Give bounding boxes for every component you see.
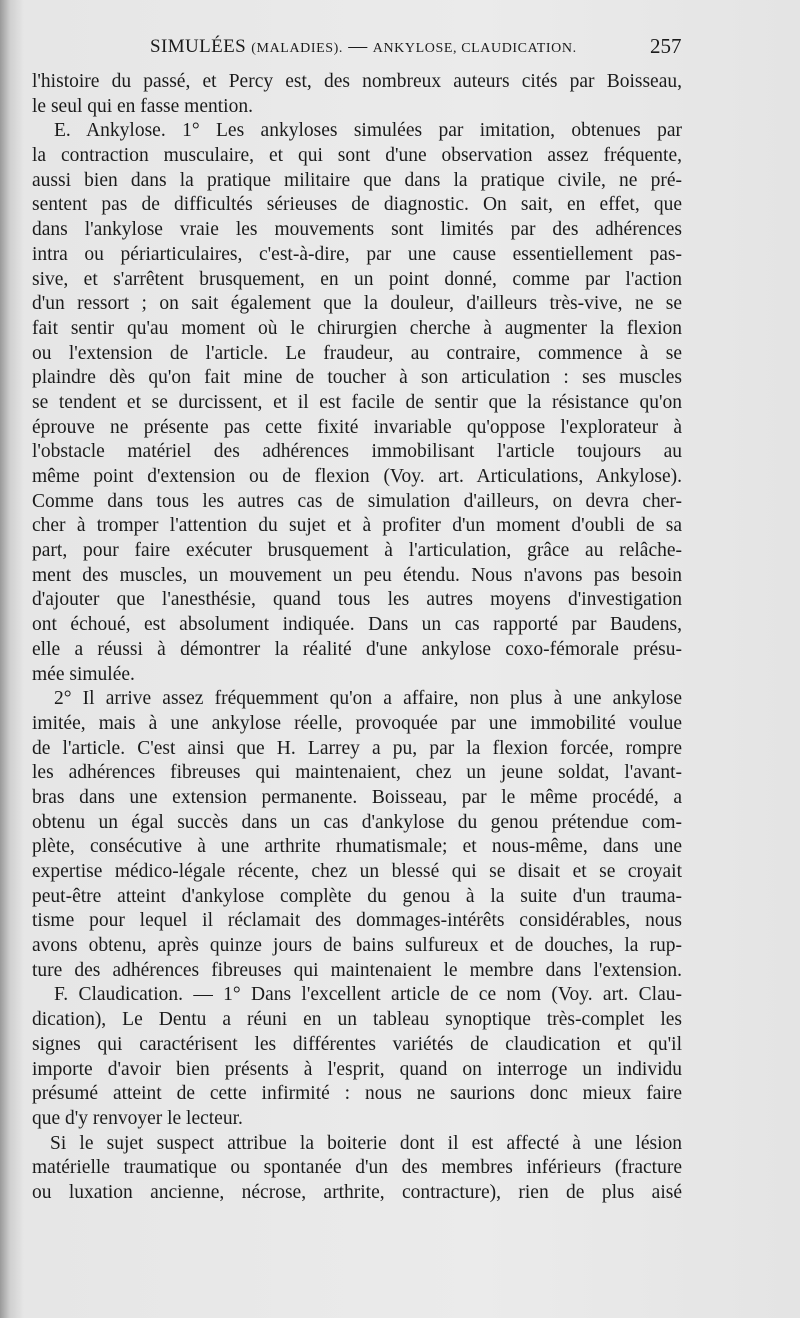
text-line: ou luxation ancienne, nécrose, arthrite, contracture), rien de plus aisé — [32, 1181, 682, 1203]
text-line: intra ou périarticulaires, c'est-à-dire, par une cause essentiellement pas- — [32, 243, 682, 265]
text-line: ont échoué, est absolument indiquée. Dans un cas rapporté par Baudens, — [32, 614, 682, 636]
text-line: de l'article. C'est ainsi que H. Larrey a pu, par la flexion forcée, rompre — [32, 737, 682, 759]
text-line: présumé atteint de cette infirmité : nous ne saurions donc mieux faire — [32, 1083, 682, 1105]
text-line: Si le sujet suspect attribue la boiterie dont il est affecté à une lésion — [50, 1132, 682, 1154]
page-header — [0, 34, 800, 64]
running-head-paren: (MALADIES). — [251, 41, 344, 56]
page-number: 257 — [650, 34, 682, 58]
text-line: avons obtenu, après quinze jours de bains sulfureux et de douches, la rup- — [32, 935, 682, 957]
text-line: éprouve ne présente pas cette fixité invariable qu'oppose l'explorateur à — [32, 416, 682, 438]
text-line: d'ajouter que l'anesthésie, quand tous les autres moyens d'investigation — [32, 589, 682, 611]
text-line: sive, et s'arrêtent brusquement, en un point donné, comme par l'action — [32, 268, 682, 290]
text-line: expertise médico-légale récente, chez un blessé qui se disait et se croyait — [32, 861, 682, 882]
text-line: obtenu un égal succès dans un cas d'ankylose du genou prétendue com- — [32, 811, 682, 833]
text-line: matérielle traumatique ou spontanée d'un des membres inférieurs (fracture — [32, 1157, 682, 1179]
section-heading-ankylose: E. Ankylose. 1° Les ankyloses simulées par imitation, obtenues par — [54, 120, 682, 142]
text-line: mée simulée. — [32, 663, 135, 685]
text-line: les adhérences fibreuses qui maintenaient, chez un jeune soldat, l'avant- — [32, 762, 682, 784]
text-line: aussi bien dans la pratique militaire que dans la pratique civile, ne pré- — [32, 169, 682, 191]
text-line: imitée, mais à une ankylose réelle, provoquée par une immobilité voulue — [32, 712, 682, 734]
text-line: elle a réussi à démontrer la réalité d'une ankylose coxo-fémorale présu- — [32, 638, 682, 660]
text-line: ture des adhérences fibreuses qui maintenaient le membre dans l'extension. — [32, 959, 682, 981]
text-line: plaindre dès qu'on fait mine de toucher à son articulation : ses muscles — [32, 367, 682, 389]
text-line: Comme dans tous les autres cas de simulation d'ailleurs, on devra cher- — [32, 490, 682, 512]
text-line: dans l'ankylose vraie les mouvements sont limités par des adhérences — [32, 219, 682, 241]
text-line: bras dans une extension permanente. Boisseau, par le même procédé, a — [32, 786, 682, 808]
body-text — [32, 70, 682, 1206]
text-line: part, pour faire exécuter brusquement à l'articulation, grâce au relâche- — [32, 540, 682, 562]
text-line: sentent pas de difficultés sérieuses de diagnostic. On sait, en effet, que — [32, 194, 682, 216]
running-head-subtitle: ANKYLOSE, CLAUDICATION. — [372, 41, 577, 56]
text-line: le seul qui en fasse mention. — [32, 95, 253, 117]
text-line: peut-être atteint d'ankylose complète du genou à la suite d'un trauma- — [32, 885, 682, 907]
text-line: ou l'extension de l'article. Le fraudeur, au contraire, commence à se — [32, 342, 682, 364]
text-line: même point d'extension ou de flexion (Voy. art. Articulations, Ankylose). — [32, 466, 682, 487]
section-heading-claudication: F. Claudication. — 1° Dans l'excellent article de ce nom (Voy. art. Clau- — [54, 984, 682, 1006]
text-line: ment des muscles, un mouvement un peu étendu. Nous n'avons pas besoin — [32, 564, 682, 586]
text-line: la contraction musculaire, et qui sont d'une observation assez fréquente, — [32, 145, 682, 167]
text-line: tisme pour lequel il réclamait des dommages-intérêts considérables, nous — [32, 910, 682, 932]
text-line: 2° Il arrive assez fréquemment qu'on a affaire, non plus à une ankylose — [54, 688, 682, 710]
text-line: l'obstacle matériel des adhérences immobilisant l'article toujours au — [32, 441, 682, 463]
text-line: l'histoire du passé, et Percy est, des nombreux auteurs cités par Boisseau, — [32, 71, 682, 92]
text-line: que d'y renvoyer le lecteur. — [32, 1107, 243, 1129]
text-line: cher à tromper l'attention du sujet et à profiter d'un moment d'oubli de sa — [32, 515, 682, 537]
text-line: d'un ressort ; on sait également que la douleur, d'ailleurs très-vive, ne se — [32, 293, 682, 315]
text-line: fait sentir qu'au moment où le chirurgien cherche à augmenter la flexion — [32, 317, 682, 339]
text-line: importe d'avoir bien présents à l'esprit, quand on interroge un individu — [32, 1058, 682, 1080]
text-line: plète, consécutive à une arthrite rhumatismale; et nous-même, dans une — [32, 836, 682, 858]
text-line: se tendent et se durcissent, et il est facile de sentir que la résistance qu'on — [32, 391, 682, 413]
running-head — [150, 36, 577, 58]
running-head-dash: — — [348, 36, 368, 57]
running-head-title: SIMULÉES — [150, 36, 247, 57]
text-line: signes qui caractérisent les différentes variétés de claudication et qu'il — [32, 1033, 682, 1055]
text-line: dication), Le Dentu a réuni en un tableau synoptique très-complet les — [32, 1009, 682, 1031]
